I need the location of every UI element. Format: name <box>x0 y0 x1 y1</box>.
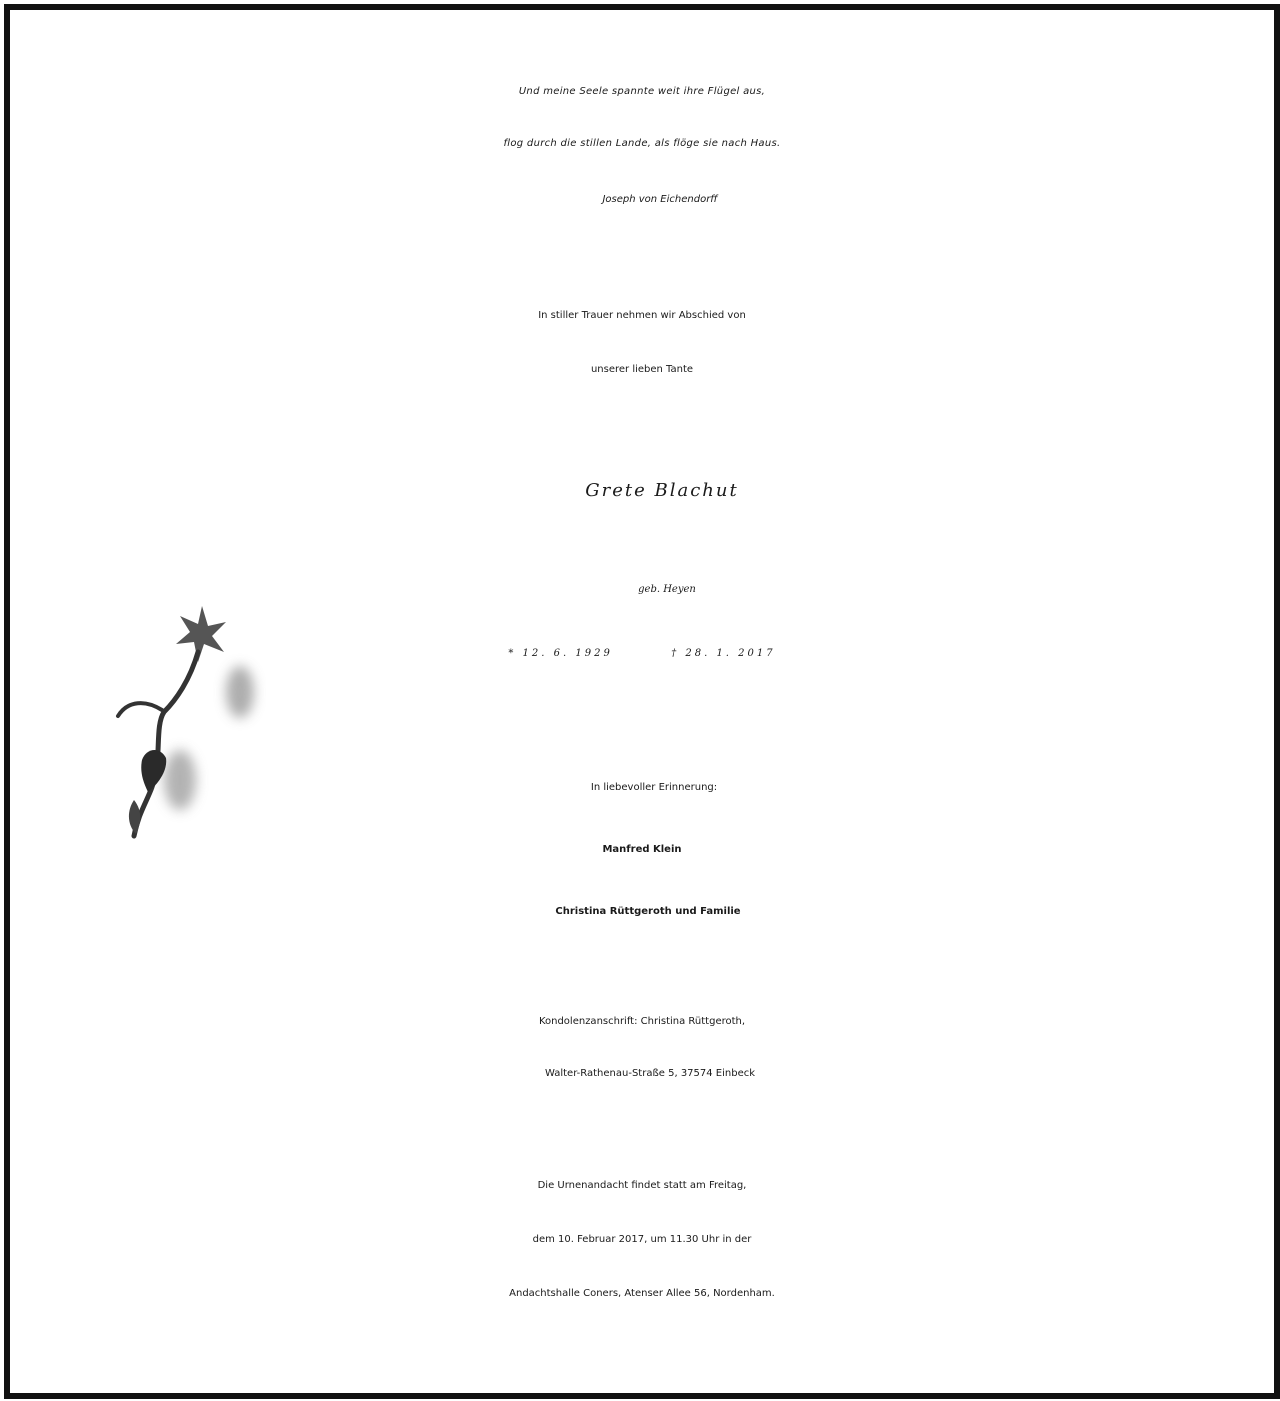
quote-author: Joseph von Eichendorff <box>602 194 718 205</box>
condolence-line-2: Walter-Rathenau-Straße 5, 37574 Einbeck <box>544 1068 756 1079</box>
intro-line-1: In stiller Trauer nehmen wir Abschied von <box>538 310 746 321</box>
death-date: † 28. 1. 2017 <box>671 648 776 659</box>
obituary-frame <box>4 4 1280 1399</box>
service-line-3: Andachtshalle Coners, Atenser Allee 56, Nordenham. <box>509 1288 775 1299</box>
birth-date: * 12. 6. 1929 <box>508 648 613 659</box>
mourner-name-1: Manfred Klein <box>602 844 682 855</box>
mourner-name-2: Christina Rüttgeroth und Familie <box>555 906 741 917</box>
service-line-2: dem 10. Februar 2017, um 11.30 Uhr in der <box>532 1234 752 1245</box>
service-line-1: Die Urnenandacht findet statt am Freitag, <box>537 1180 747 1191</box>
deceased-name: Grete Blachut <box>585 480 739 501</box>
intro-line-2: unserer lieben Tante <box>590 364 694 375</box>
quote-line-2: flog durch die stillen Lande, als flöge sie nach Haus. <box>503 138 781 149</box>
deceased-maiden-name: geb. Heyen <box>638 584 696 595</box>
condolence-line-1: Kondolenzanschrift: Christina Rüttgeroth, <box>538 1016 746 1027</box>
quote-line-1: Und meine Seele spannte weit ihre Flügel aus, <box>518 86 766 97</box>
flower-icon <box>106 600 266 850</box>
mourners-heading: In liebevoller Erinnerung: <box>590 782 718 793</box>
